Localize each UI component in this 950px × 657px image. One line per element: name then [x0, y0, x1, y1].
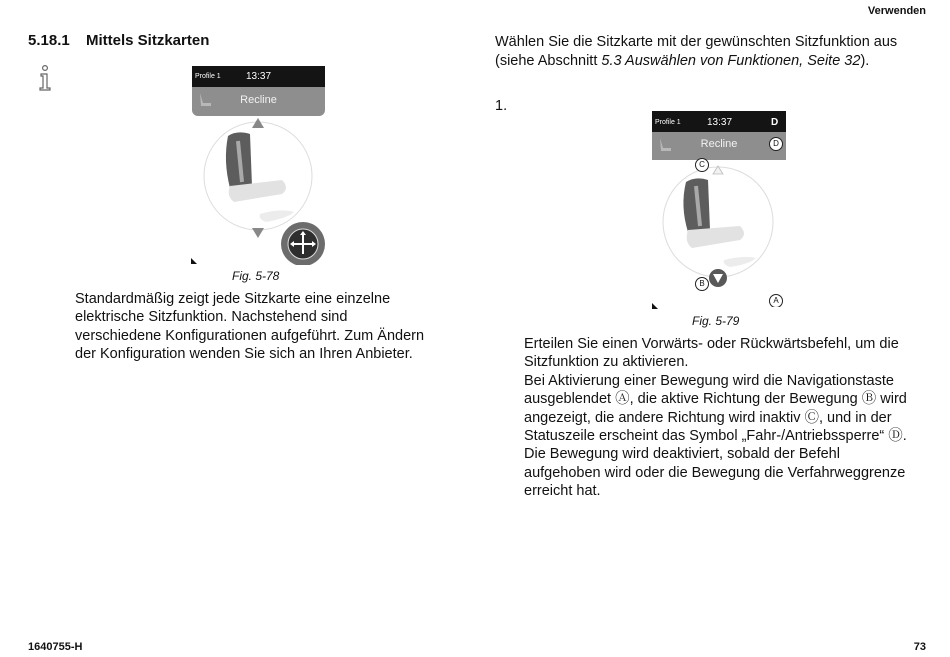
figure-5-79-screen — [652, 111, 786, 307]
page-number: 73 — [913, 641, 926, 653]
drive-lock-symbol: D — [771, 117, 779, 128]
clock-time: 13:37 — [707, 117, 733, 128]
corner-mark — [191, 258, 197, 264]
figure-caption-79: Fig. 5-79 — [692, 314, 740, 328]
right-paragraph — [524, 335, 916, 501]
function-label: Recline — [700, 138, 738, 150]
clock-time: 13:37 — [246, 71, 272, 82]
figure-5-78-screen — [192, 66, 325, 265]
corner-mark — [652, 303, 658, 309]
seat-function-graphic — [652, 160, 786, 307]
section-heading — [28, 32, 209, 49]
profile-label: Profile 1 — [195, 73, 221, 80]
profile-label: Profile 1 — [655, 119, 681, 126]
document-number: 1640755-H — [28, 641, 83, 653]
intro-text: Wählen Sie die Sitzkarte mit der gewünschten Sitzfunktion aus (siehe Abschnitt — [495, 34, 898, 69]
status-bar — [652, 111, 786, 132]
callout-c-icon: C — [695, 158, 709, 172]
function-label: Recline — [240, 94, 277, 106]
figure-caption-78: Fig. 5-78 — [232, 269, 280, 283]
callout-d-icon: D — [769, 137, 783, 151]
instruction-activate: Erteilen Sie einen Vorwärts- oder Rückwärtsbefehl, um die Sitzfunktion zu aktivieren. — [524, 336, 899, 371]
left-paragraph: Standardmäßig zeigt jede Sitzkarte eine einzelne elektrische Sitzfunktion. Nachstehend sind verschiedene Konfigurationen aufgeführt. Zum Ändern der Konfiguration wenden Sie sich an Ihren Anbieter. — [75, 291, 425, 363]
section-number: 5.18.1 — [28, 32, 70, 49]
section-reference-link[interactable]: 5.3 Auswählen von Funktionen, Seite 32 — [601, 53, 861, 69]
function-bar — [652, 132, 786, 160]
seat-function-graphic — [192, 116, 325, 265]
intro-end: ). — [860, 53, 870, 69]
running-header: Verwenden — [867, 5, 926, 17]
function-bar — [192, 87, 325, 116]
instruction-deactivate: Die Bewegung wird deaktiviert, sobald der Befehl aufgehoben wird oder die Bewegung die Verfahrweggrenze erreicht hat. — [524, 446, 906, 500]
intro-paragraph — [495, 33, 903, 71]
callout-b-icon: B — [695, 277, 709, 291]
up-arrow-icon — [252, 118, 264, 128]
status-bar — [192, 66, 325, 87]
step-number: 1. — [495, 98, 508, 114]
section-title: Mittels Sitzkarten — [86, 32, 210, 49]
info-icon — [36, 64, 54, 92]
instruction-activation-details: Bei Aktivierung einer Bewegung wird die Navigationstaste ausgeblendet Ⓐ, die aktive Richtung der Bewegung Ⓑ wird angezeigt, die andere Richtung wird inaktiv Ⓒ, und in der Statuszeile erscheint das Symbol „Fahr-/Antriebssperre“ Ⓓ. — [524, 372, 907, 445]
down-arrow-icon — [252, 228, 264, 238]
callout-a-icon: A — [769, 294, 783, 307]
